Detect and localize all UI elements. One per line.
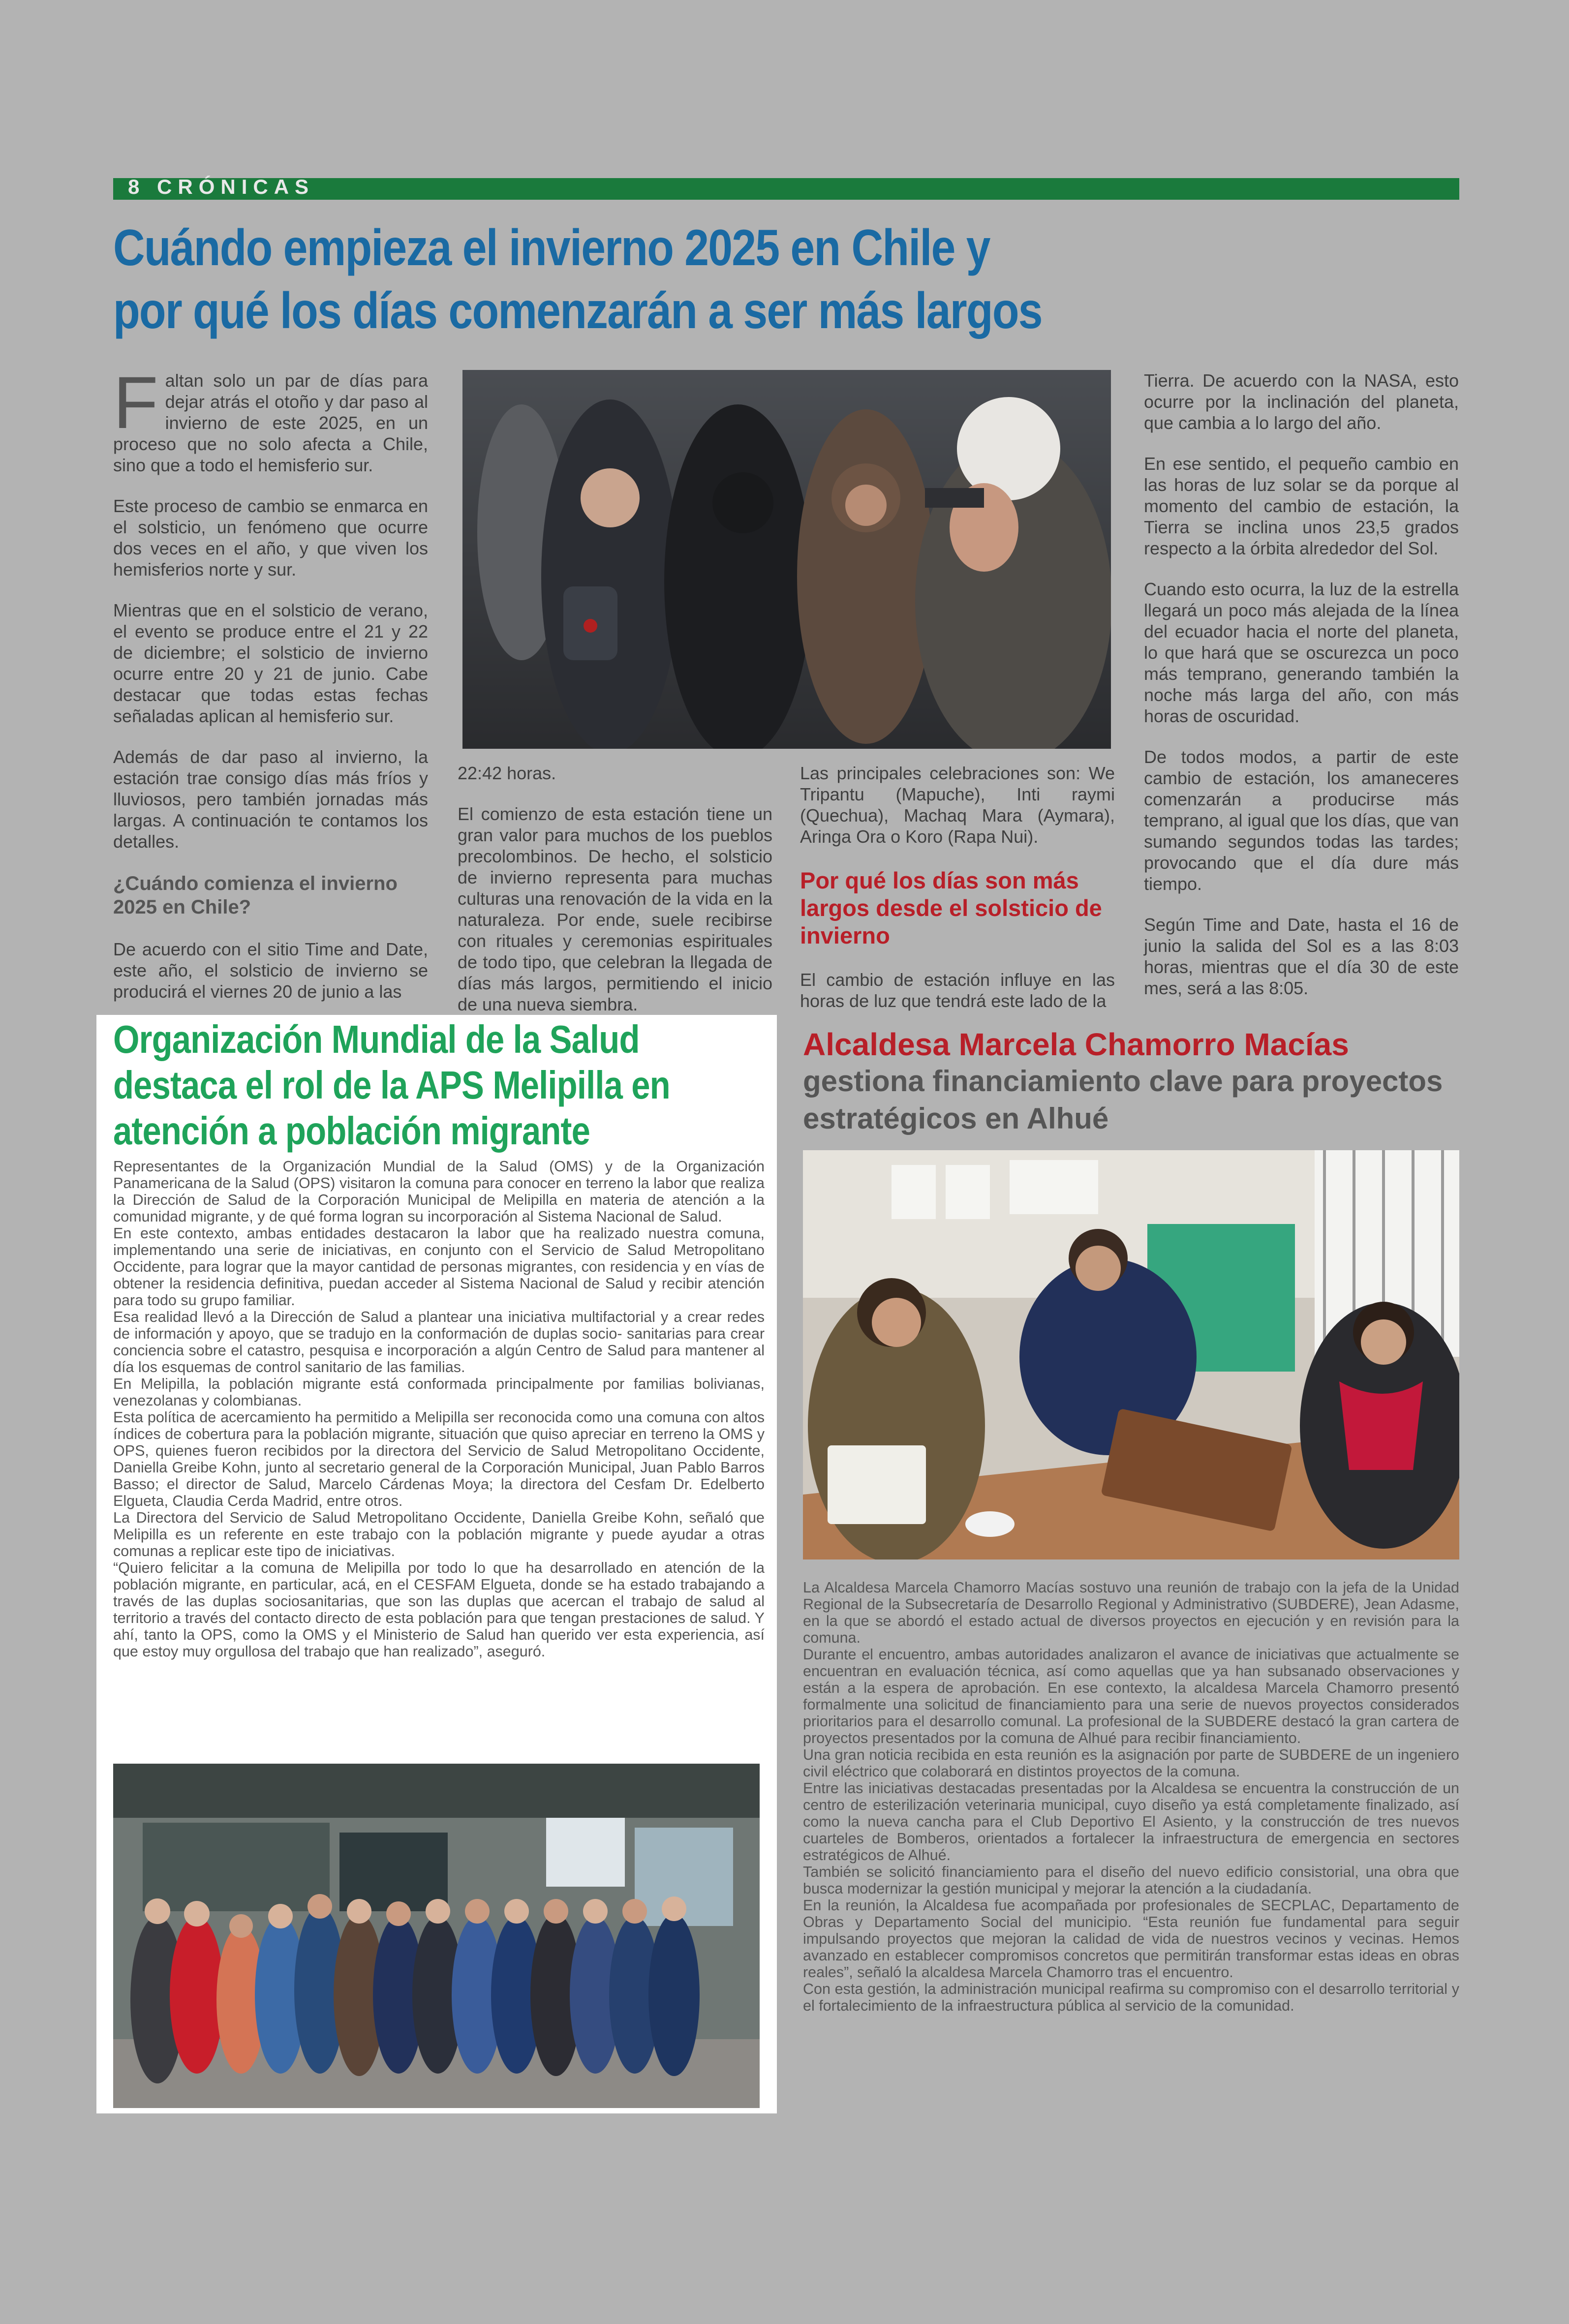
paragraph: En Melipilla, la población migrante está conformada principalmente por familias bolivianas, venezolanas y colombianas. [113,1376,765,1409]
paragraph: Una gran noticia recibida en esta reunión es la asignación por parte de SUBDERE de un ingeniero civil eléctrico que colaborará en distintos proyectos de la comuna. [803,1746,1459,1780]
paragraph: Además de dar paso al invierno, la estación trae consigo días más fríos y lluviosos, pero también jornadas más largas. A continuación te contamos los detalles. [113,747,428,852]
meeting-image [803,1150,1459,1560]
drop-cap: F [113,361,158,444]
lead-paragraph [113,361,428,476]
paragraph: 22:42 horas. [458,763,556,783]
paragraph: En ese sentido, el pequeño cambio en las horas de luz solar se da porque al momento del cambio de estación, la Tierra se inclina unos 23,5 grados respecto a la órbita alrededor del Sol. [1144,454,1459,558]
subheading: ¿Cuándo comienza el invierno 2025 en Chile? [113,873,398,918]
oms-article-body [113,1158,765,1660]
paragraph: Esta política de acercamiento ha permitido a Melipilla ser reconocida como una comuna con altos índices de cobertura para la población migrante, situación que quiso apreciar en terreno la OMS y OPS, quienes fueron recibidos por la directora del Servicio de Salud Metropolitano Occidente, Daniella Greibe Kohn, junto al secretario general de la Corporación Municipal, Juan Pablo Barros Basso; el director de Salud, Marcelo Cárdenas Moya; la directora del Cesfam Dr. Edelberto Elgueta, Claudia Cerda Madrid, entre otros. [113,1409,765,1509]
article1-column-3 [800,763,1115,1031]
meeting-photo [803,1150,1459,1560]
winter-crowd-image [462,370,1111,749]
paragraph: Representantes de la Organización Mundial de la Salud (OMS) y de la Organización Panamericana de la Salud (OPS) visitaron la comuna para conocer en terreno la labor que realiza la Dirección de Salud de la Corporación Municipal de Melipilla en materia de atención a la comunidad migrante, y de qué forma logran su incorporación al Sistema Nacional de Salud. [113,1158,765,1225]
article1-column-2 [458,763,772,1035]
paragraph: La Alcaldesa Marcela Chamorro Macías sostuvo una reunión de trabajo con la jefa de la Unidad Regional de la Subsecretaría de Desarrollo Regional y Administrativo (SUBDERE), Jean Adasme, en la que se abordó el estado actual de diversos proyectos en ejecución y en revisión para la comuna. [803,1579,1459,1646]
group-photo [113,1764,760,2108]
article1-column-4 [1144,370,1459,1018]
lead-text: altan solo un par de días para dejar atrás el otoño y dar paso al invierno de este 2025, en un proceso que no solo afecta a Chile, sino que a todo el hemisferio sur. [113,370,428,475]
paragraph: Mientras que en el solsticio de verano, el evento se produce entre el 21 y 22 de diciembre; el solsticio de invierno ocurre entre 20 y 21 de junio. Cabe destacar que todas estas fechas señaladas aplican al hemisferio sur. [113,600,428,726]
paragraph: Con esta gestión, la administración municipal reafirma su compromiso con el desarrollo territorial y el fortalecimiento de la infraestructura pública al servicio de la comunidad. [803,1981,1459,2014]
section-label: 8 CRÓNICAS [128,175,315,198]
paragraph: En la reunión, la Alcaldesa fue acompañada por profesionales de SECPLAC, Departamento de Obras y Departamento Social del municipio. “Esta reunión fue fundamental para seguir impulsando proyectos que mejoran la calidad de vida de nuestros vecinos y vecinas. Hemos avanzado en establecer compromisos concretos que permitirán transformar estas ideas en obras reales”, señaló la alcaldesa Marcela Chamorro tras el encuentro. [803,1897,1459,1981]
paragraph: Según Time and Date, hasta el 16 de junio la salida del Sol es a las 8:03 horas, mientras que el día 30 de este mes, será a las 8:05. [1144,915,1459,998]
paragraph: El comienzo de esta estación tiene un gran valor para muchos de los pueblos precolombinos. De hecho, el solsticio de invierno representa para muchas culturas una renovación de la vida en la naturaleza. Por ende, suele recibirse con rituales y ceremonias espirituales de todo tipo, que celebran la llegada de días más largos, permitiendo el inicio de una nueva siembra. [458,804,772,1014]
group-photo-image [113,1764,760,2108]
article-title: Cuándo empieza el invierno 2025 en Chile y por qué los días comenzarán a ser más largos [113,219,1042,339]
winter-crowd-photo [462,370,1111,749]
subheading-red: Por qué los días son más largos desde el solsticio de invierno [800,867,1102,948]
paragraph: De acuerdo con el sitio Time and Date, este año, el solsticio de invierno se producirá el viernes 20 de junio a las [113,939,428,1002]
alcaldesa-title-name: Alcaldesa Marcela Chamorro Macías [803,1027,1349,1062]
article1-column-1 [113,361,428,1022]
paragraph: En este contexto, ambas entidades destacaron la labor que ha realizado nuestra comuna, implementando una serie de iniciativas, en conjunto con el Servicio de Salud Metropolitano Occidente, para lograr que la mayor cantidad de personas migrantes, con residencia y en vías de obtener la residencia definitiva, puedan acceder al Sistema Nacional de Salud y recibir atención para todo su grupo familiar. [113,1225,765,1309]
paragraph: Tierra. De acuerdo con la NASA, esto ocurre por la inclinación del planeta, que cambia a lo largo del año. [1144,370,1459,433]
paragraph: La Directora del Servicio de Salud Metropolitano Occidente, Daniella Greibe Kohn, señaló que Melipilla es un referente en este trabajo con la población migrante y puede ayudar a otras comunas a replicar este tipo de iniciativas. [113,1509,765,1560]
alcaldesa-title-rest: gestiona financiamiento clave para proyectos estratégicos en Alhué [803,1065,1443,1135]
paragraph: Este proceso de cambio se enmarca en el solsticio, un fenómeno que ocurre dos veces en el año, y que viven los hemisferios norte y sur. [113,496,428,580]
paragraph: Esa realidad llevó a la Dirección de Salud a plantear una iniciativa multifactorial y a crear redes de información y apoyo, que se tradujo en la conformación de duplas socio- sanitarias para crear conciencia sobre el catastro, pesquisa e incorporación a algún Centro de Salud para mantener al día los esquemas de control sanitario de las familias. [113,1309,765,1376]
paragraph: Entre las iniciativas destacadas presentadas por la Alcaldesa se encuentra la construcción de un centro de esterilización veterinaria municipal, cuyo diseño ya está completamente finalizado, así como la nueva cancha para el Club Deportivo El Asiento, y la construcción de tres nuevos cuarteles de Bomberos, orientados a fortalecer la infraestructura de emergencia en sectores estratégicos de Alhué. [803,1780,1459,1864]
paragraph: De todos modos, a partir de este cambio de estación, los amaneceres comenzarán a producirse más temprano, al igual que los días, que van sumando segundos todas las tardes; provocando que el día dure más tiempo. [1144,747,1459,894]
paragraph: Durante el encuentro, ambas autoridades analizaron el avance de iniciativas que actualmente se encuentran en evaluación técnica, así como aquellas que ya han subsanado observaciones y están a la espera de aprobación. En ese contexto, la alcaldesa Marcela Chamorro presentó formalmente una solicitud de financiamiento para una serie de nuevos proyectos considerados prioritarios para el desarrollo comunal. La profesional de la SUBDERE destacó la gran cartera de proyectos presentados por la comuna de Alhué para recibir financiamiento. [803,1646,1459,1746]
paragraph: También se solicitó financiamiento para el diseño del nuevo edificio consistorial, una obra que busca modernizar la gestión municipal y mejorar la atención a la ciudadanía. [803,1864,1459,1897]
paragraph: Las principales celebraciones son: We Tripantu (Mapuche), Inti raymi (Quechua), Machaq Mara (Aymara), Aringa Ora o Koro (Rapa Nui). [800,763,1115,847]
paragraph: Cuando esto ocurra, la luz de la estrella llegará un poco más alejada de la línea del ecuador hacia el norte del planeta, lo que hará que se oscurezca un poco más temprano, generando también la noche más larga del año, con más horas de oscuridad. [1144,579,1459,726]
section-bar [113,178,1459,200]
alcaldesa-article-body [803,1579,1459,2014]
paragraph: El cambio de estación influye en las horas de luz que tendrá este lado de la [800,970,1115,1011]
paragraph: “Quiero felicitar a la comuna de Melipilla por todo lo que ha desarrollado en atención de la población migrante, en particular, acá, en el CESFAM Elgueta, donde se ha estado trabajando a través de las duplas sociosanitarias, que son las duplas que acercan el trabajo de salud al territorio a través del contacto directo de esta población para que tengan prestaciones de salud. Y ahí, tanto la OPS, como la OMS y el Ministerio de Salud han querido ver esta experiencia, así que estoy muy orgullosa del trabajo que han realizado”, aseguró. [113,1560,765,1660]
oms-article-title: Organización Mundial de la Salud destaca el rol de la APS Melipilla en atención a población migrante [113,1017,670,1153]
